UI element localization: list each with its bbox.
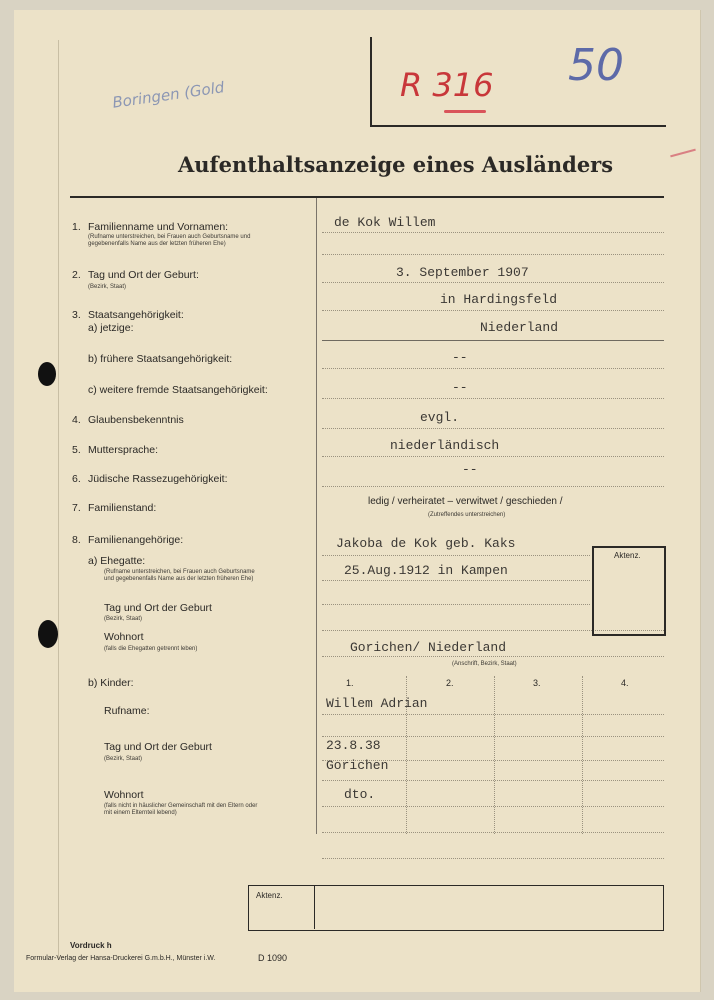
label-3-number: 3. <box>72 309 81 321</box>
label-family-name: Familienname und Vornamen: <box>88 221 229 233</box>
aktenz-box-label: Aktenz. <box>614 551 641 560</box>
footer-form-number: D 1090 <box>258 953 288 963</box>
field-line <box>322 368 664 369</box>
label-spouse-residence: Wohnort <box>104 631 144 643</box>
label-4-number: 4. <box>72 414 81 426</box>
child-col-number: 2. <box>446 678 454 688</box>
field-line <box>322 555 590 556</box>
child-col-number: 1. <box>346 678 354 688</box>
field-line <box>322 858 664 859</box>
label-citizenship-former: b) frühere Staatsangehörigkeit: <box>88 353 233 365</box>
stamp-number: R 316 <box>400 66 494 104</box>
value-birth-date: 3. September 1907 <box>396 265 529 280</box>
field-line <box>322 232 664 233</box>
label-spouse-hint-2: und gegebenenfalls Name aus der letzten früheren Ehe) <box>104 576 254 582</box>
field-line-solid <box>322 340 664 341</box>
label-5-number: 5. <box>72 444 81 456</box>
label-citizenship-other: c) weitere fremde Staatsangehörigkeit: <box>88 384 268 396</box>
footer-aktenz-box <box>248 885 664 931</box>
label-family-name-hint-2: gegebenenfalls Name aus der letzten früheren Ehe) <box>88 241 226 247</box>
child-1-residence: dto. <box>344 787 376 802</box>
field-line <box>322 780 664 781</box>
label-citizenship: Staatsangehörigkeit: <box>88 309 184 321</box>
value-spouse-residence-hint: (Anschrift, Bezirk, Staat) <box>452 661 517 667</box>
label-religion: Glaubensbekenntnis <box>88 414 184 426</box>
stamp-box-bottom-border <box>370 125 666 127</box>
field-line <box>322 832 664 833</box>
child-1-birth-date: 23.8.38 <box>326 738 381 753</box>
label-child-residence: Wohnort <box>104 789 144 801</box>
label-child-residence-hint-1: (falls nicht in häuslicher Gemeinschaft mit den Eltern oder <box>104 803 258 809</box>
label-birth-hint: (Bezirk, Staat) <box>88 284 127 290</box>
label-spouse: a) Ehegatte: <box>88 555 146 567</box>
value-spouse-name: Jakoba de Kok geb. Kaks <box>336 536 516 551</box>
value-marital-hint: (Zutreffendes unterstreichen) <box>428 512 506 518</box>
value-spouse-residence: Gorichen/ Niederland <box>350 640 507 655</box>
label-spouse-residence-hint: (falls die Ehegatten getrennt leben) <box>104 646 198 652</box>
footer-aktenz-divider <box>314 885 315 929</box>
field-line <box>322 580 590 581</box>
label-child-birth-hint: (Bezirk, Staat) <box>104 756 143 762</box>
value-citizenship-current: Niederland <box>480 320 559 335</box>
field-line <box>322 656 664 657</box>
label-mother-tongue: Muttersprache: <box>88 444 159 456</box>
field-line <box>322 456 664 457</box>
child-col-number: 4. <box>621 678 629 688</box>
label-children: b) Kinder: <box>88 677 134 689</box>
label-6-number: 6. <box>72 473 81 485</box>
value-citizenship-other: -- <box>452 380 468 395</box>
child-1-name: Willem Adrian <box>326 696 428 711</box>
label-spouse-hint-1: (Rufname unterstreichen, bei Frauen auch Geburtsname <box>104 569 255 575</box>
title-rule <box>70 196 664 198</box>
value-citizenship-former: -- <box>452 350 468 365</box>
child-col-divider <box>494 676 495 834</box>
label-citizenship-current: a) jetzige: <box>88 322 134 334</box>
label-birth: Tag und Ort der Geburt: <box>88 269 199 281</box>
value-name: de Kok Willem <box>334 215 436 230</box>
child-col-number: 3. <box>533 678 541 688</box>
footer-aktenz-label: Aktenz. <box>256 891 283 900</box>
footer-vordruck: Vordruck h <box>70 941 112 950</box>
label-2-number: 2. <box>72 269 81 281</box>
label-7-number: 7. <box>72 502 81 514</box>
value-religion: evgl. <box>420 410 460 425</box>
label-child-residence-hint-2: mit einem Elternteil lebend) <box>104 810 177 816</box>
punch-hole-bottom <box>38 620 58 648</box>
page-title: Aufenthaltsanzeige eines Ausländers <box>178 152 614 177</box>
left-fold-line <box>58 40 59 960</box>
field-line <box>322 310 664 311</box>
column-divider <box>316 198 317 834</box>
value-marital-options: ledig / verheiratet – verwitwet / geschieden / <box>368 496 563 507</box>
label-jewish: Jüdische Rassezugehörigkeit: <box>88 473 228 485</box>
label-1-number: 1. <box>72 221 81 233</box>
pencil-note: Boringen (Gold <box>111 78 226 112</box>
field-line <box>322 806 664 807</box>
label-marital-status: Familienstand: <box>88 502 157 514</box>
field-line <box>322 398 664 399</box>
field-line <box>322 254 664 255</box>
label-family-members: Familienangehörige: <box>88 534 184 546</box>
value-birth-place: in Hardingsfeld <box>440 292 558 307</box>
label-8-number: 8. <box>72 534 81 546</box>
value-mother-tongue: niederländisch <box>390 438 500 453</box>
field-line <box>322 736 664 737</box>
field-line <box>322 282 664 283</box>
stamp-number-right: 50 <box>568 40 624 91</box>
stamp-underline <box>444 110 486 113</box>
stamp-box-left-border <box>370 37 372 127</box>
child-col-divider <box>582 676 583 834</box>
label-spouse-birth: Tag und Ort der Geburt <box>104 602 212 614</box>
label-child-name: Rufname: <box>104 705 150 717</box>
label-spouse-birth-hint: (Bezirk, Staat) <box>104 616 143 622</box>
field-line <box>322 486 664 487</box>
label-family-name-hint-1: (Rufname unterstreichen, bei Frauen auch Geburtsname und <box>88 234 251 240</box>
field-line <box>322 604 590 605</box>
value-spouse-birth: 25.Aug.1912 in Kampen <box>344 563 508 578</box>
field-line <box>322 428 664 429</box>
field-line <box>322 714 664 715</box>
value-jewish: -- <box>462 462 478 477</box>
footer-publisher: Formular-Verlag der Hansa-Druckerei G.m.b.H., Münster i.W. <box>26 955 216 962</box>
child-1-birth-place: Gorichen <box>326 758 389 773</box>
punch-hole-top <box>38 362 56 386</box>
label-child-birth: Tag und Ort der Geburt <box>104 741 212 753</box>
